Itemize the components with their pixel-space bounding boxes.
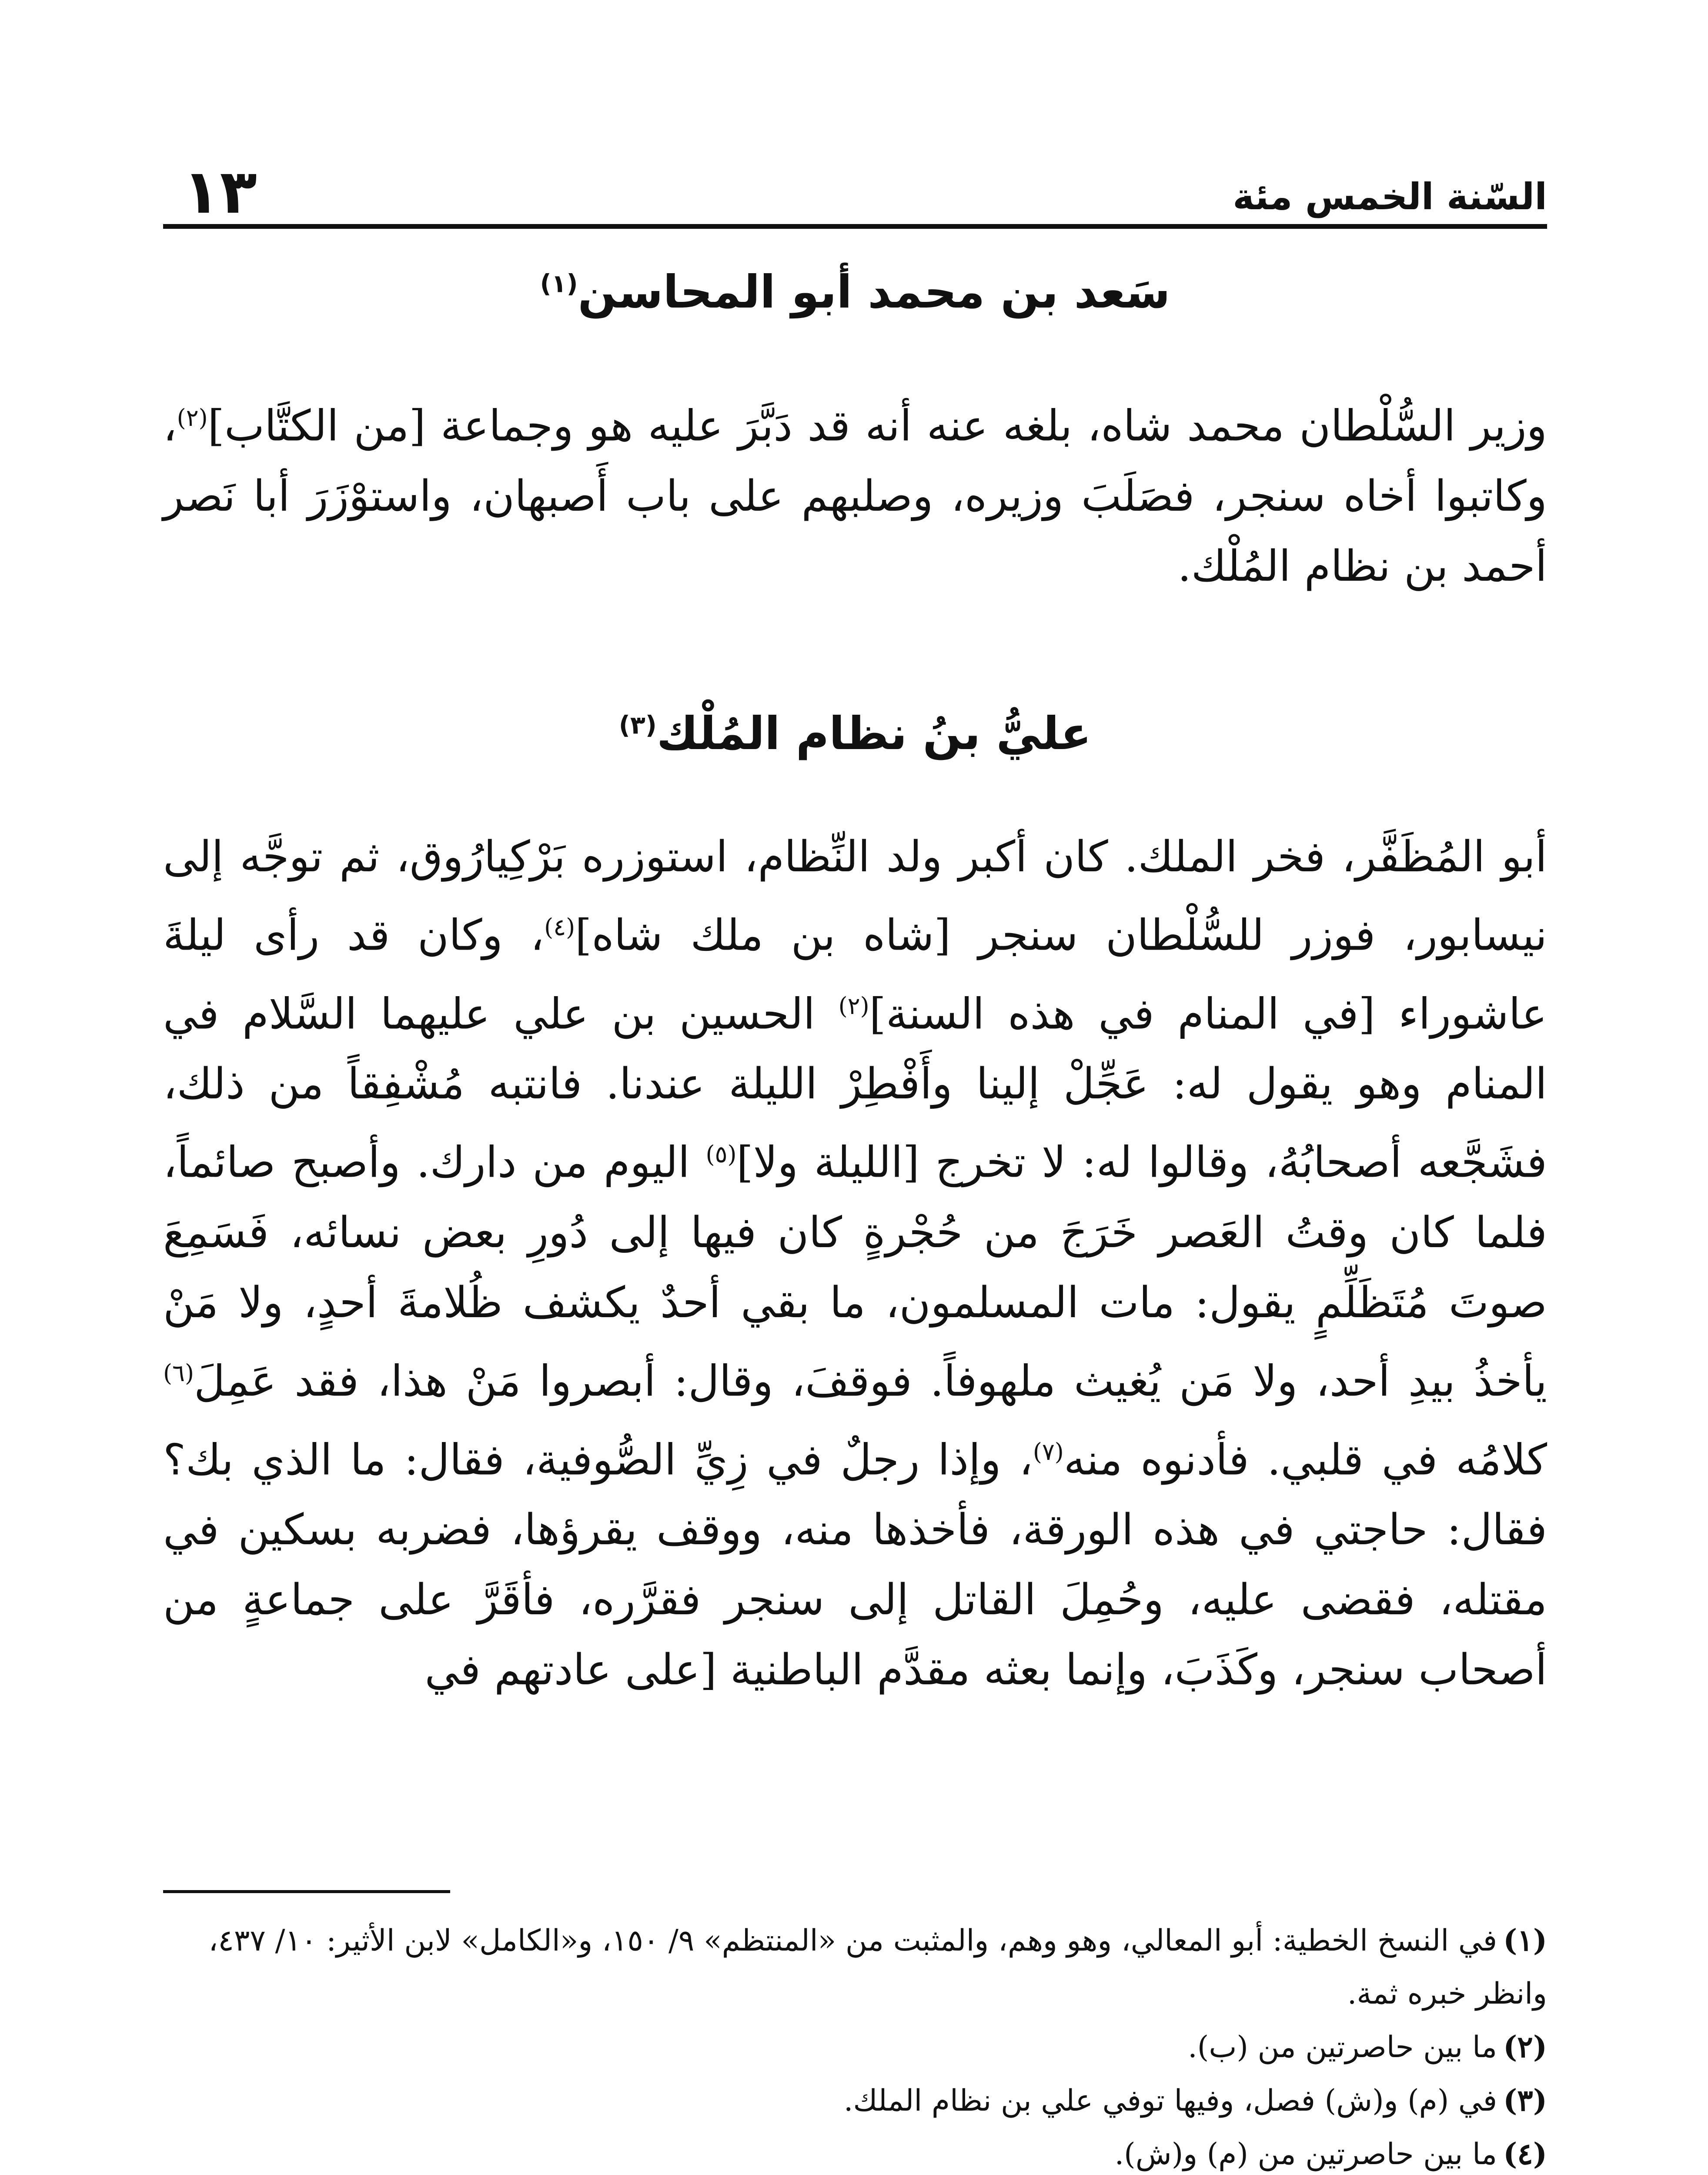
paragraph-text: ، وإذا رجلٌ في زِيِّ الصُّوفية، فقال: ما الذي بك؟ فقال: حاجتي في هذه الورقة، فأخذها منه، ووقف يقرؤها، فضربه بسكين في مقتله، فقضى عليه، وحُمِلَ القاتل إلى سنجر فقرَّره، فأقَرَّ على جماعةٍ من أصحاب سنجر، وكَذَبَ، وإنما بعثه مقدَّم الباطنية [على عادتهم في — [163, 1435, 1548, 1695]
section-heading-saad — [163, 265, 1547, 318]
paragraph-text: ، وكاتبوا أخاه سنجر، فصَلَبَ وزيره، وصلبهم على باب أَصبهان، واستوْزَرَ أبا نَصر أحمد بن نظام المُلْك. — [163, 401, 1547, 591]
page-number: ١٣ — [183, 157, 257, 228]
footnote-number: (٢) — [1503, 2030, 1547, 2065]
footnote-number: (٣) — [1503, 2083, 1547, 2118]
heading-text: عليُّ بنُ نظام المُلْك — [656, 707, 1092, 760]
paragraph-text: ، وكان قد رأى ليلةَ عاشوراء [في المنام في هذه السنة] — [163, 910, 1548, 1039]
paragraph-saad — [163, 383, 1547, 602]
paragraph-text: كلامُه في قلبي. فأدنوه منه — [1063, 1435, 1547, 1485]
running-title: السّنة الخمس مئة — [1233, 175, 1547, 218]
footnote-ref: (٢) — [838, 992, 869, 1020]
footnote-1 — [163, 1914, 1547, 2021]
footnote-divider — [163, 1890, 450, 1893]
footnote-ref: (٧) — [1033, 1438, 1064, 1466]
footnotes — [163, 1914, 1547, 2175]
paragraph-ali — [163, 822, 1547, 1705]
footnote-ref: (٣) — [618, 711, 657, 740]
section-heading-ali — [163, 707, 1547, 760]
footnote-ref: (٢) — [177, 404, 208, 432]
footnote-ref: (٥) — [705, 1141, 737, 1168]
footnote-4 — [163, 2128, 1547, 2175]
paragraph-text: اليوم من دارك. وأصبح صائماً، فلما كان وقتُ العَصر خَرَجَ من حُجْرةٍ كان فيها إلى دُورِ بعض نسائه، فَسَمِعَ صوتَ مُتَظَلِّمٍ يقول: مات المسلمون، ما بقي أحدٌ يكشف ظُلامةَ أحدٍ، ولا مَنْ يأخذُ بيدِ أحد، ولا مَن يُغيث ملهوفاً. فوقفَ، وقال: أبصروا مَنْ هذا، فقد عَمِلَ — [163, 1138, 1547, 1406]
footnote-ref: (٦) — [163, 1359, 194, 1387]
footnote-text: ما بين حاصرتين من (م) و(ش). — [1114, 2137, 1497, 2172]
footnote-text: في (م) و(ش) فصل، وفيها توفي علي بن نظام الملك. — [843, 2084, 1497, 2118]
heading-text: سَعد بن محمد أبو المحاسن — [578, 265, 1170, 318]
footnote-3 — [163, 2074, 1547, 2128]
footnote-text: ما بين حاصرتين من (ب). — [1188, 2030, 1497, 2065]
footnote-number: (٤) — [1503, 2137, 1547, 2172]
paragraph-text: الحسين بن علي عليهما السَّلام في المنام وهو يقول له: عَجِّلْ إلينا وأَفْطِرْ الليلة عندنا. فانتبه مُشْفِقاً من ذلك، فشَجَّعه أصحابُهُ، وقالوا له: لا تخرج [الليلة ولا] — [163, 989, 1547, 1188]
footnote-ref: (٤) — [544, 914, 575, 941]
footnote-number: (١) — [1503, 1923, 1547, 1958]
footnote-ref: (١) — [540, 269, 578, 298]
footnote-text: في النسخ الخطية: أبو المعالي، وهو وهم، والمثبت من «المنتظم» ٩/ ١٥٠، و«الكامل» لابن الأثير: ١٠/ ٤٣٧، وانظر خبره ثمة. — [208, 1924, 1547, 2011]
paragraph-text: أبو المُظَفَّر، فخر الملك. كان أكبر ولد النِّظام، استوزره بَرْكِيارُوق، ثم توجَّه إلى نيسابور، فوزر للسُّلْطان سنجر [شاه بن ملك شاه] — [163, 832, 1547, 960]
footnote-2 — [163, 2021, 1547, 2074]
paragraph-text: وزير السُّلْطان محمد شاه، بلغه عنه أنه قد دَبَّرَ عليه هو وجماعة [من الكتَّاب] — [207, 401, 1547, 451]
running-header — [163, 157, 1547, 229]
